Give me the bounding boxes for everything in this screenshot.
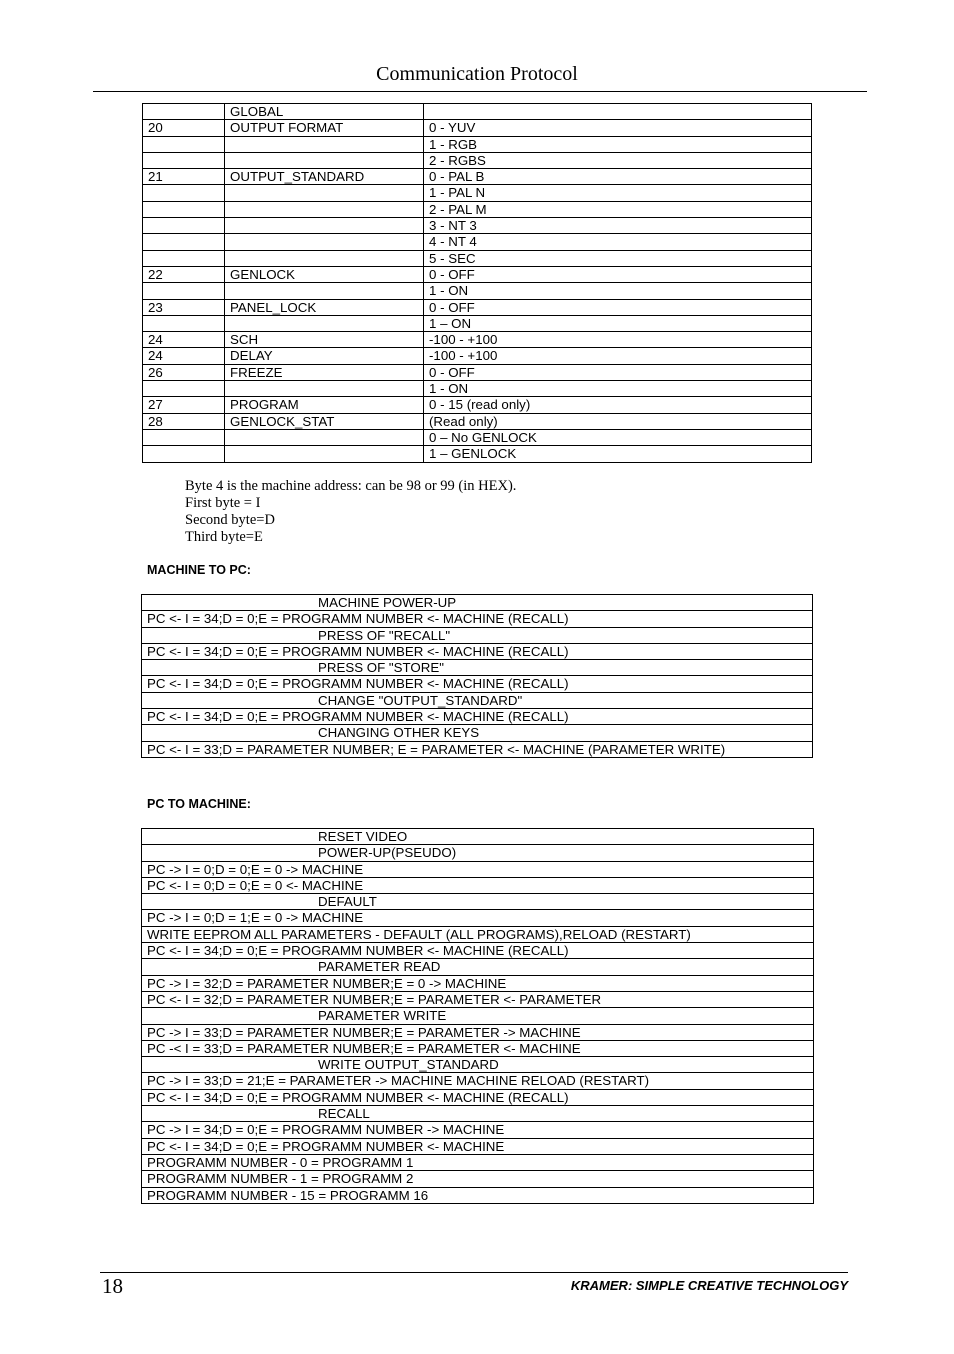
table-row	[143, 315, 812, 331]
table-row	[143, 185, 812, 201]
table-row	[143, 397, 812, 413]
table-row	[142, 926, 814, 942]
protocol-cell: PC <- I = 34;D = 0;E = PROGRAMM NUMBER <- MACHINE (RECALL)	[142, 709, 813, 725]
section-header-cell: CHANGE "OUTPUT_STANDARD"	[142, 692, 813, 708]
param-name-cell	[225, 201, 424, 217]
table-row	[142, 1187, 814, 1203]
page-header-title: Communication Protocol	[376, 63, 578, 85]
param-name-cell	[225, 185, 424, 201]
parameter-table-body	[143, 104, 812, 463]
protocol-cell: PC <- I = 34;D = 0;E = PROGRAMM NUMBER <- MACHINE (RECALL)	[142, 643, 813, 659]
param-value-cell: -100 - +100	[424, 332, 812, 348]
param-number-cell: 22	[143, 266, 225, 282]
header-rule	[93, 91, 867, 92]
param-number-cell: 23	[143, 299, 225, 315]
table-row	[142, 910, 814, 926]
param-name-cell: GLOBAL	[225, 104, 424, 120]
param-number-cell	[143, 201, 225, 217]
table-row	[142, 975, 814, 991]
section-header-cell: PRESS OF "STORE"	[142, 660, 813, 676]
table-row	[142, 1154, 814, 1170]
table-row	[143, 218, 812, 234]
parameter-table	[142, 103, 812, 463]
param-value-cell: 1 - ON	[424, 283, 812, 299]
table-row	[142, 1040, 814, 1056]
param-name-cell: PANEL_LOCK	[225, 299, 424, 315]
table-row	[143, 299, 812, 315]
param-value-cell: 5 - SEC	[424, 250, 812, 266]
table-row	[142, 1057, 814, 1073]
param-value-cell: 2 - PAL M	[424, 201, 812, 217]
param-value-cell: 2 - RGBS	[424, 152, 812, 168]
table-row	[143, 429, 812, 445]
table-row	[142, 1024, 814, 1040]
param-number-cell	[143, 136, 225, 152]
table-row	[142, 959, 814, 975]
machine-to-pc-heading: MACHINE TO PC:	[147, 563, 251, 577]
table-row	[142, 676, 813, 692]
param-number-cell	[143, 152, 225, 168]
pc-to-machine-heading: PC TO MACHINE:	[147, 797, 251, 811]
param-number-cell: 26	[143, 364, 225, 380]
param-number-cell: 20	[143, 120, 225, 136]
table-row	[143, 201, 812, 217]
table-row	[142, 1122, 814, 1138]
protocol-cell: PROGRAMM NUMBER - 0 = PROGRAMM 1	[142, 1154, 814, 1170]
table-row	[143, 152, 812, 168]
machine-to-pc-table-body	[142, 595, 813, 758]
param-value-cell: 0 - OFF	[424, 299, 812, 315]
table-row	[143, 413, 812, 429]
table-row	[142, 709, 813, 725]
machine-to-pc-table	[141, 594, 813, 758]
protocol-cell: PC <- I = 0;D = 0;E = 0 <- MACHINE	[142, 877, 814, 893]
protocol-cell: PC -> I = 32;D = PARAMETER NUMBER;E = 0 -> MACHINE	[142, 975, 814, 991]
param-name-cell: GENLOCK	[225, 266, 424, 282]
protocol-cell: PC <- I = 33;D = PARAMETER NUMBER; E = PARAMETER <- MACHINE (PARAMETER WRITE)	[142, 741, 813, 757]
param-value-cell: 0 – No GENLOCK	[424, 429, 812, 445]
param-number-cell	[143, 185, 225, 201]
param-number-cell: 24	[143, 348, 225, 364]
param-number-cell	[143, 381, 225, 397]
section-header-cell: MACHINE POWER-UP	[142, 595, 813, 611]
table-row	[142, 1073, 814, 1089]
protocol-cell: PC -< I = 33;D = PARAMETER NUMBER;E = PARAMETER <- MACHINE	[142, 1040, 814, 1056]
param-value-cell: 0 - 15 (read only)	[424, 397, 812, 413]
param-name-cell	[225, 218, 424, 234]
address-note	[185, 478, 516, 546]
param-value-cell: (Read only)	[424, 413, 812, 429]
note-line: Byte 4 is the machine address: can be 98 or 99 (in HEX).	[185, 478, 517, 494]
table-row	[142, 877, 814, 893]
protocol-cell: PROGRAMM NUMBER - 15 = PROGRAMM 16	[142, 1187, 814, 1203]
param-value-cell: 1 - RGB	[424, 136, 812, 152]
protocol-cell: PC <- I = 34;D = 0;E = PROGRAMM NUMBER <- MACHINE (RECALL)	[142, 943, 814, 959]
table-row	[143, 446, 812, 462]
note-line: First byte = I	[185, 495, 261, 511]
protocol-cell: PC -> I = 33;D = PARAMETER NUMBER;E = PARAMETER -> MACHINE	[142, 1024, 814, 1040]
param-number-cell	[143, 218, 225, 234]
table-row	[142, 1138, 814, 1154]
param-value-cell	[424, 104, 812, 120]
param-name-cell: DELAY	[225, 348, 424, 364]
param-number-cell: 28	[143, 413, 225, 429]
param-name-cell: OUTPUT_STANDARD	[225, 169, 424, 185]
param-name-cell	[225, 429, 424, 445]
table-row	[143, 104, 812, 120]
param-name-cell	[225, 446, 424, 462]
protocol-cell: PC -> I = 33;D = 21;E = PARAMETER -> MACHINE MACHINE RELOAD (RESTART)	[142, 1073, 814, 1089]
table-row	[142, 692, 813, 708]
param-number-cell	[143, 234, 225, 250]
section-header-cell: PARAMETER READ	[142, 959, 814, 975]
table-row	[142, 943, 814, 959]
page-number: 18	[102, 1274, 123, 1298]
param-number-cell	[143, 446, 225, 462]
table-row	[143, 332, 812, 348]
table-row	[143, 381, 812, 397]
param-name-cell: GENLOCK_STAT	[225, 413, 424, 429]
param-value-cell: 0 - YUV	[424, 120, 812, 136]
param-number-cell	[143, 250, 225, 266]
section-header-cell: RESET VIDEO	[142, 829, 814, 845]
param-name-cell	[225, 152, 424, 168]
table-row	[143, 364, 812, 380]
table-row	[142, 627, 813, 643]
param-number-cell: 24	[143, 332, 225, 348]
table-row	[142, 595, 813, 611]
protocol-cell: PC -> I = 0;D = 0;E = 0 -> MACHINE	[142, 861, 814, 877]
table-row	[142, 1106, 814, 1122]
protocol-cell: PC <- I = 34;D = 0;E = PROGRAMM NUMBER <- MACHINE (RECALL)	[142, 1089, 814, 1105]
table-row	[142, 611, 813, 627]
table-row	[143, 169, 812, 185]
footer-rule	[100, 1272, 848, 1273]
section-header-cell: PARAMETER WRITE	[142, 1008, 814, 1024]
param-name-cell	[225, 283, 424, 299]
param-value-cell: 1 - PAL N	[424, 185, 812, 201]
protocol-cell: PC <- I = 34;D = 0;E = PROGRAMM NUMBER <- MACHINE	[142, 1138, 814, 1154]
param-value-cell: 1 – ON	[424, 315, 812, 331]
protocol-cell: WRITE EEPROM ALL PARAMETERS - DEFAULT (ALL PROGRAMS),RELOAD (RESTART)	[142, 926, 814, 942]
protocol-cell: PC <- I = 34;D = 0;E = PROGRAMM NUMBER <- MACHINE (RECALL)	[142, 676, 813, 692]
table-row	[143, 348, 812, 364]
pc-to-machine-table	[141, 828, 814, 1204]
table-row	[143, 266, 812, 282]
table-row	[142, 1008, 814, 1024]
note-line: Second byte=D	[185, 512, 275, 528]
param-name-cell	[225, 315, 424, 331]
protocol-cell: PROGRAMM NUMBER - 1 = PROGRAMM 2	[142, 1171, 814, 1187]
param-number-cell	[143, 283, 225, 299]
param-name-cell	[225, 136, 424, 152]
param-name-cell: PROGRAM	[225, 397, 424, 413]
protocol-cell: PC -> I = 34;D = 0;E = PROGRAMM NUMBER -> MACHINE	[142, 1122, 814, 1138]
table-row	[142, 643, 813, 659]
table-row	[143, 120, 812, 136]
table-row	[143, 250, 812, 266]
section-header-cell: PRESS OF "RECALL"	[142, 627, 813, 643]
table-row	[142, 845, 814, 861]
param-value-cell: 4 - NT 4	[424, 234, 812, 250]
table-row	[142, 660, 813, 676]
param-name-cell	[225, 250, 424, 266]
table-row	[142, 894, 814, 910]
table-row	[143, 234, 812, 250]
param-number-cell	[143, 104, 225, 120]
param-number-cell	[143, 429, 225, 445]
param-value-cell: 1 – GENLOCK	[424, 446, 812, 462]
section-header-cell: CHANGING OTHER KEYS	[142, 725, 813, 741]
param-value-cell: 1 - ON	[424, 381, 812, 397]
param-name-cell: OUTPUT FORMAT	[225, 120, 424, 136]
table-row	[142, 725, 813, 741]
param-name-cell	[225, 234, 424, 250]
table-row	[142, 861, 814, 877]
section-header-cell: DEFAULT	[142, 894, 814, 910]
param-name-cell: FREEZE	[225, 364, 424, 380]
section-header-cell: WRITE OUTPUT_STANDARD	[142, 1057, 814, 1073]
param-value-cell: 0 - OFF	[424, 266, 812, 282]
param-number-cell: 21	[143, 169, 225, 185]
table-row	[142, 991, 814, 1007]
table-row	[142, 741, 813, 757]
param-value-cell: -100 - +100	[424, 348, 812, 364]
note-line: Third byte=E	[185, 529, 263, 545]
param-name-cell: SCH	[225, 332, 424, 348]
section-header-cell: POWER-UP(PSEUDO)	[142, 845, 814, 861]
protocol-cell: PC -> I = 0;D = 1;E = 0 -> MACHINE	[142, 910, 814, 926]
table-row	[143, 283, 812, 299]
footer-brand: KRAMER: SIMPLE CREATIVE TECHNOLOGY	[570, 1278, 848, 1293]
protocol-cell: PC <- I = 32;D = PARAMETER NUMBER;E = PARAMETER <- PARAMETER	[142, 991, 814, 1007]
param-name-cell	[225, 381, 424, 397]
param-value-cell: 0 - OFF	[424, 364, 812, 380]
pc-to-machine-table-body	[142, 829, 814, 1204]
param-value-cell: 0 - PAL B	[424, 169, 812, 185]
section-header-cell: RECALL	[142, 1106, 814, 1122]
table-row	[142, 1171, 814, 1187]
protocol-cell: PC <- I = 34;D = 0;E = PROGRAMM NUMBER <- MACHINE (RECALL)	[142, 611, 813, 627]
table-row	[142, 1089, 814, 1105]
param-value-cell: 3 - NT 3	[424, 218, 812, 234]
table-row	[143, 136, 812, 152]
param-number-cell	[143, 315, 225, 331]
param-number-cell: 27	[143, 397, 225, 413]
table-row	[142, 829, 814, 845]
